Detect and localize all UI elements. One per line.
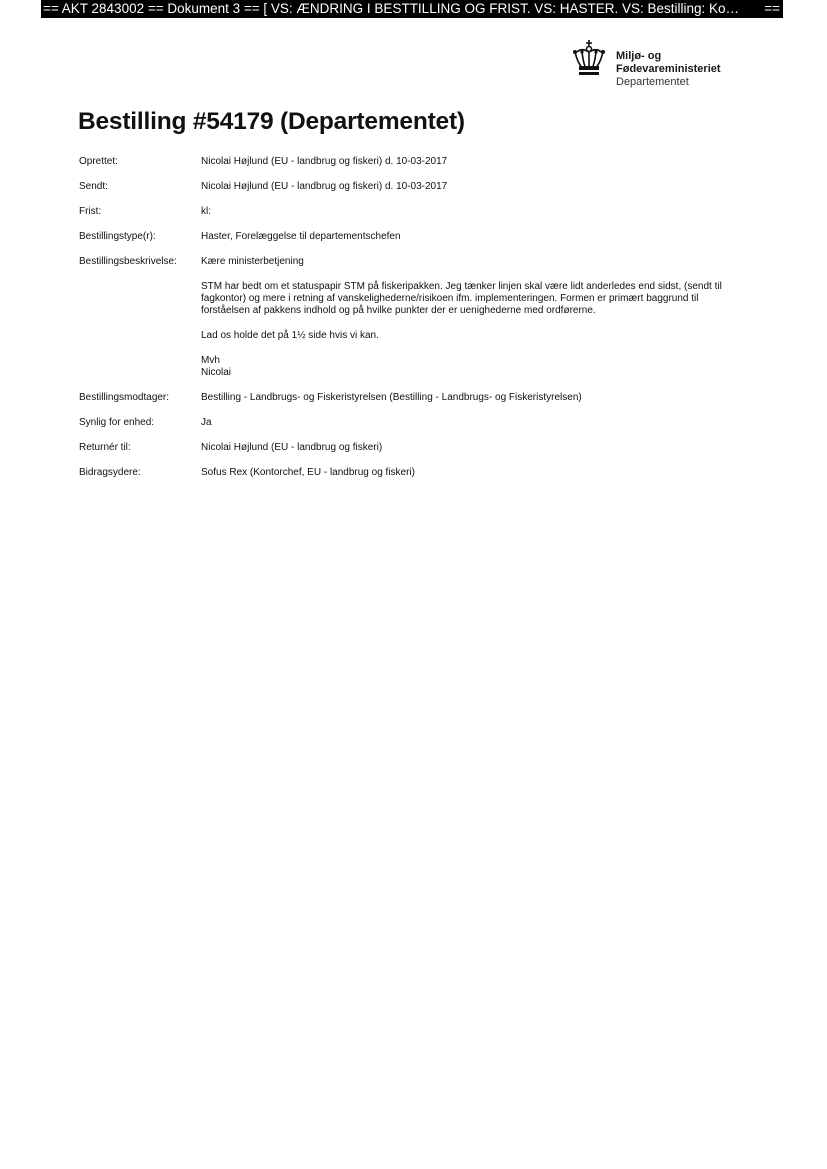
description-greeting: Kære ministerbetjening	[201, 256, 304, 267]
field-beskrivelse	[79, 256, 739, 379]
field-value: Nicolai Højlund (EU - landbrug og fiskeri) d. 10-03-2017	[201, 181, 448, 192]
order-details	[79, 156, 739, 492]
field-value: Nicolai Højlund (EU - landbrug og fiskeri)	[201, 442, 383, 453]
field-label: Returnér til:	[79, 442, 131, 453]
field-label: Bestillingstype(r):	[79, 231, 156, 242]
field-label: Sendt:	[79, 181, 108, 192]
field-value: kl:	[201, 206, 211, 217]
page-title: Bestilling #54179 (Departementet)	[78, 108, 465, 135]
logo-line-1: Miljø- og	[616, 50, 662, 62]
field-synlig	[79, 417, 739, 429]
field-value: Sofus Rex (Kontorchef, EU - landbrug og fiskeri)	[201, 467, 415, 478]
field-label: Oprettet:	[79, 156, 118, 167]
crown-icon	[569, 38, 609, 78]
field-value: Haster, Forelæggelse til departementschefen	[201, 231, 401, 242]
field-value: Ja	[201, 417, 212, 428]
field-label: Frist:	[79, 206, 102, 217]
document-header-bar	[41, 0, 783, 18]
header-bar-text: == AKT 2843002 == Dokument 3 == [ VS: ÆNDRING I BESTTILLING OG FRIST. VS: HASTER. VS: Bestilling: Ko…	[43, 1, 740, 16]
field-oprettet	[79, 156, 739, 168]
signature-line-1: Mvh	[201, 355, 220, 366]
field-label: Bestillingsbeskrivelse:	[79, 256, 177, 267]
field-frist	[79, 206, 739, 218]
field-sendt	[79, 181, 739, 193]
ministry-logo	[569, 38, 769, 96]
logo-line-3: Departementet	[616, 76, 689, 88]
description-text	[201, 256, 739, 379]
field-modtager	[79, 392, 739, 404]
field-returner	[79, 442, 739, 454]
field-bidragsydere	[79, 467, 739, 479]
description-signature	[201, 355, 739, 379]
signature-line-2: Nicolai	[201, 367, 232, 378]
field-value: Nicolai Højlund (EU - landbrug og fiskeri) d. 10-03-2017	[201, 156, 448, 167]
field-label: Bestillingsmodtager:	[79, 392, 170, 403]
logo-line-2: Fødevareministeriet	[616, 63, 721, 75]
field-label: Synlig for enhed:	[79, 417, 155, 428]
field-value: Bestilling - Landbrugs- og Fiskeristyrelsen (Bestilling - Landbrugs- og Fiskeristyrelsen)	[201, 392, 582, 403]
description-closing: Lad os holde det på 1½ side hvis vi kan.	[201, 330, 379, 341]
header-bar-end: ==	[760, 0, 780, 18]
field-label: Bidragsydere:	[79, 467, 141, 478]
field-bestillingstype	[79, 231, 739, 243]
logo-text	[616, 50, 721, 89]
description-body: STM har bedt om et statuspapir STM på fiskeripakken. Jeg tænker linjen skal være lidt anderledes end sidst, (sendt til fagkontor) og mere i retning af vanskelighederne/risikoen ifm. implementeringen. Formen er primært baggrund til forståelsen af pakkens indhold og på hvilke punkter der er uenighederne med ordførerne.	[201, 281, 722, 316]
